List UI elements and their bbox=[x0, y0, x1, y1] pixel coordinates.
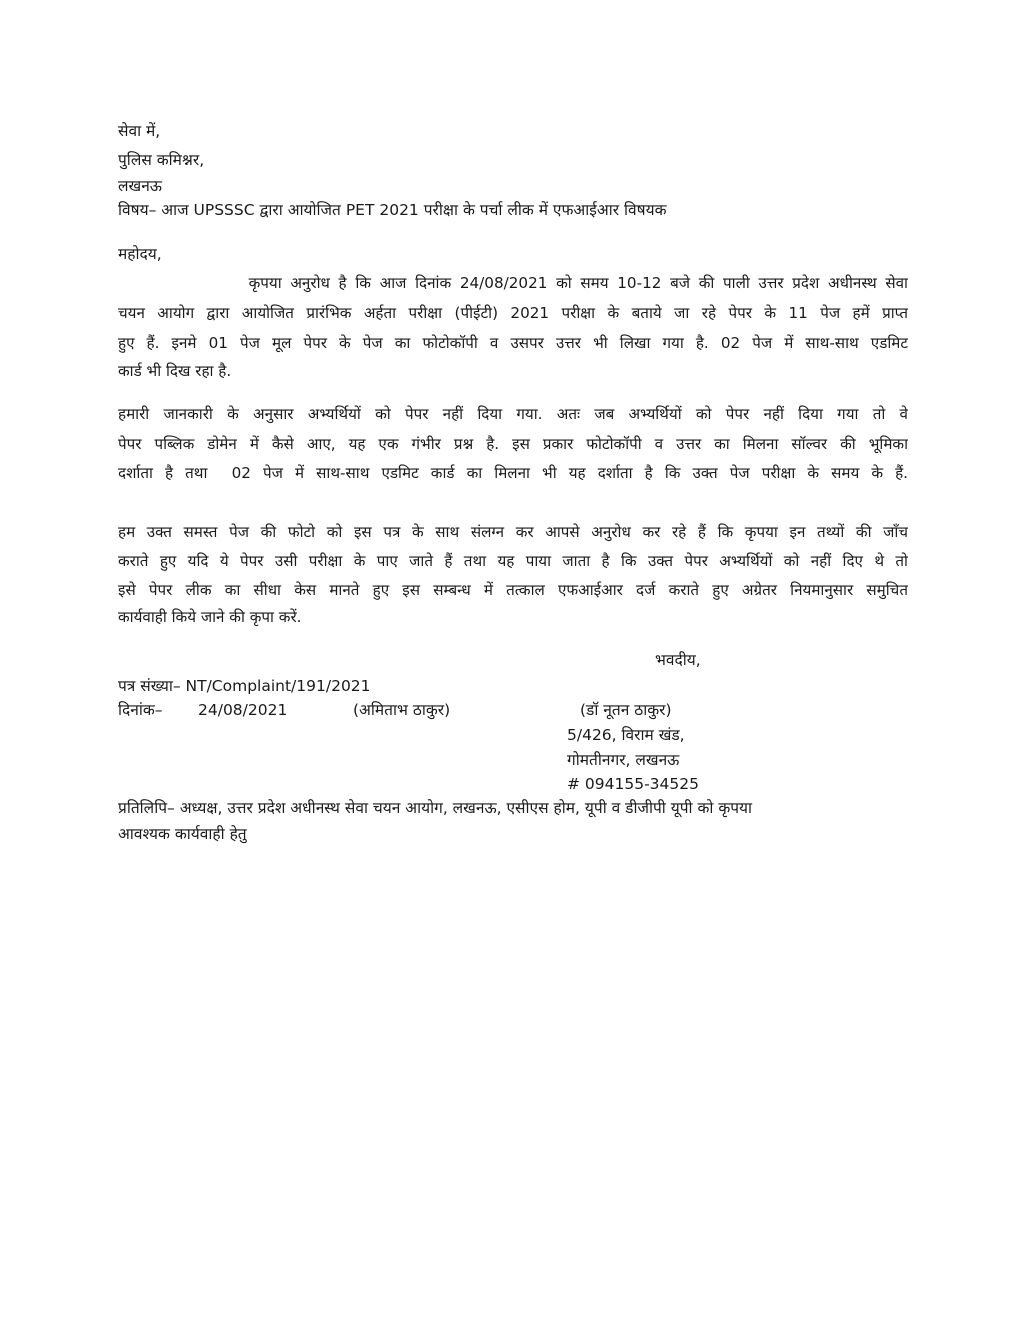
paragraph-1-line-4: कार्ड भी दिख रहा है. bbox=[118, 362, 232, 380]
paragraph-3-line-3: इसे पेपर लीक का सीधा केस मानते हुए इस सम्बन्ध में तत्काल एफआईआर दर्ज कराते हुए अग्रेतर नियमानुसार समुचित bbox=[118, 581, 908, 599]
paragraph-1-line-1: कृपया अनुरोध है कि आज दिनांक 24/08/2021 को समय 10-12 बजे की पाली उत्तर प्रदेश अधीनस्थ सेवा bbox=[118, 274, 908, 292]
paragraph-1-line-3: हुए हैं. इनमे 01 पेज मूल पेपर के पेज का फोटोकॉपी व उसपर उत्तर भी लिखा गया है. 02 पेज में साथ-साथ एडमिट bbox=[118, 334, 908, 352]
signatory-1-name: (अमिताभ ठाकुर) bbox=[353, 701, 451, 719]
signatory-2-address-1: 5/426, विराम खंड, bbox=[567, 726, 685, 744]
salutation: महोदय, bbox=[118, 245, 162, 263]
paragraph-3-line-2: कराते हुए यदि ये पेपर उसी परीक्षा के पाए जाते हैं तथा यह पाया जाता है कि उक्त पेपर अभ्यर्थियों को नहीं दिए थे तो bbox=[118, 552, 908, 570]
signatory-2-address-2: गोमतीनगर, लखनऊ bbox=[567, 751, 680, 769]
paragraph-2-line-1: हमारी जानकारी के अनुसार अभ्यर्थियों को पेपर नहीं दिया गया. अतः जब अभ्यर्थियों को पेपर नहीं दिया गया तो वे bbox=[118, 405, 908, 423]
paragraph-3-line-1: हम उक्त समस्त पेज की फोटो को इस पत्र के साथ संलग्न कर आपसे अनुरोध कर रहे हैं कि कृपया इन तथ्यों की जाँच bbox=[118, 523, 908, 541]
date-value: 24/08/2021 bbox=[198, 701, 288, 719]
paragraph-2-line-3: दर्शाता है तथा 02 पेज में साथ-साथ एडमिट कार्ड का मिलना भी यह दर्शाता है कि उक्त पेज परीक्षा के समय के हैं. bbox=[118, 464, 908, 482]
paragraph-3-line-4: कार्यवाही किये जाने की कृपा करें. bbox=[118, 608, 302, 626]
subject-line: विषय– आज UPSSSC द्वारा आयोजित PET 2021 परीक्षा के पर्चा लीक में एफआईआर विषयक bbox=[118, 201, 667, 219]
address-line-1: सेवा में, bbox=[118, 122, 161, 140]
paragraph-2-line-2: पेपर पब्लिक डोमेन में कैसे आए, यह एक गंभीर प्रश्न है. इस प्रकार फोटोकॉपी व उत्तर का मिलना सॉल्वर की भूमिका bbox=[118, 435, 908, 453]
copy-to-line-2: आवश्यक कार्यवाही हेतु bbox=[118, 825, 247, 843]
date-label: दिनांक– bbox=[118, 701, 163, 719]
closing: भवदीय, bbox=[655, 651, 701, 669]
address-line-2: पुलिस कमिश्नर, bbox=[118, 151, 205, 169]
signatory-2-phone: # 094155-34525 bbox=[567, 775, 699, 793]
address-line-3: लखनऊ bbox=[118, 177, 162, 195]
paragraph-1-line-2: चयन आयोग द्वारा आयोजित प्रारंभिक अर्हता परीक्षा (पीईटी) 2021 परीक्षा के बताये जा रहे पेपर के 11 पेज हमें प्राप्त bbox=[118, 304, 908, 322]
copy-to-line-1: प्रतिलिपि– अध्यक्ष, उत्तर प्रदेश अधीनस्थ सेवा चयन आयोग, लखनऊ, एसीएस होम, यूपी व डीजीपी यूपी को कृपया bbox=[118, 799, 753, 817]
signatory-2-name: (डॉ नूतन ठाकुर) bbox=[580, 701, 672, 719]
letter-number: पत्र संख्या– NT/Complaint/191/2021 bbox=[118, 677, 371, 695]
